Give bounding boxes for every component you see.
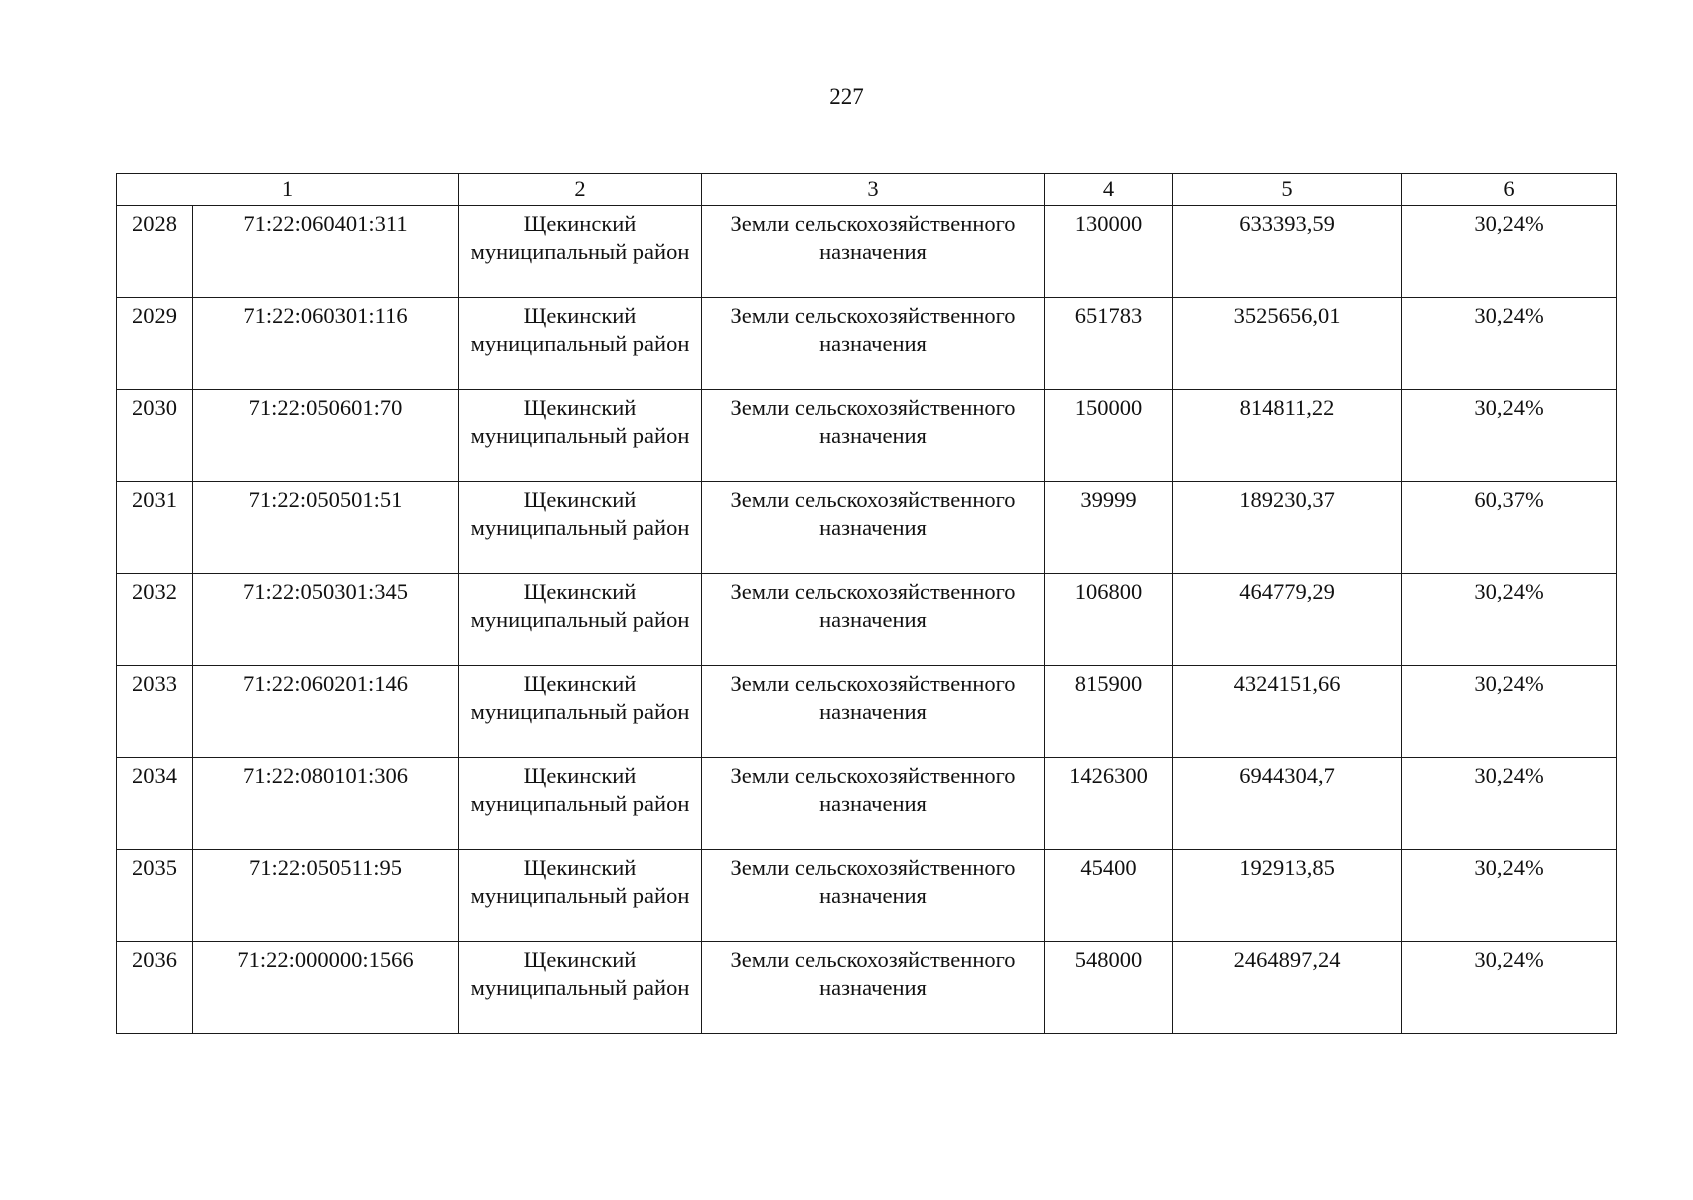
land-category-cell: Земли сельскохозяйственного назначения [702, 206, 1045, 298]
land-category-cell: Земли сельскохозяйственного назначения [702, 390, 1045, 482]
cadastral-number-cell: 71:22:050511:95 [193, 850, 459, 942]
rate-cell: 30,24% [1402, 390, 1617, 482]
cadastral-value-cell: 4324151,66 [1173, 666, 1402, 758]
rate-cell: 30,24% [1402, 850, 1617, 942]
column-number-row [117, 174, 1617, 206]
municipality-cell: Щекинский муниципальный район [459, 666, 702, 758]
row-number-cell: 2034 [117, 758, 193, 850]
table-row [117, 850, 1617, 942]
table-row [117, 390, 1617, 482]
rate-cell: 30,24% [1402, 942, 1617, 1034]
rate-cell: 30,24% [1402, 298, 1617, 390]
land-category-cell: Земли сельскохозяйственного назначения [702, 482, 1045, 574]
cadastral-number-cell: 71:22:050301:345 [193, 574, 459, 666]
municipality-cell: Щекинский муниципальный район [459, 942, 702, 1034]
cadastral-value-cell: 2464897,24 [1173, 942, 1402, 1034]
rate-cell: 30,24% [1402, 206, 1617, 298]
municipality-cell: Щекинский муниципальный район [459, 206, 702, 298]
table-row [117, 298, 1617, 390]
land-registry-table [116, 173, 1617, 1034]
row-number-cell: 2035 [117, 850, 193, 942]
cadastral-value-cell: 814811,22 [1173, 390, 1402, 482]
row-number-cell: 2030 [117, 390, 193, 482]
area-cell: 1426300 [1045, 758, 1173, 850]
area-cell: 815900 [1045, 666, 1173, 758]
area-cell: 150000 [1045, 390, 1173, 482]
municipality-cell: Щекинский муниципальный район [459, 298, 702, 390]
cadastral-number-cell: 71:22:050501:51 [193, 482, 459, 574]
cadastral-value-cell: 464779,29 [1173, 574, 1402, 666]
area-cell: 651783 [1045, 298, 1173, 390]
page-number: 227 [829, 84, 864, 109]
land-category-cell: Земли сельскохозяйственного назначения [702, 666, 1045, 758]
cadastral-value-cell: 633393,59 [1173, 206, 1402, 298]
cadastral-number-cell: 71:22:000000:1566 [193, 942, 459, 1034]
column-number-header: 2 [459, 174, 702, 206]
column-number-header: 6 [1402, 174, 1617, 206]
municipality-cell: Щекинский муниципальный район [459, 574, 702, 666]
area-cell: 548000 [1045, 942, 1173, 1034]
table-row [117, 758, 1617, 850]
rate-cell: 30,24% [1402, 758, 1617, 850]
area-cell: 45400 [1045, 850, 1173, 942]
land-category-cell: Земли сельскохозяйственного назначения [702, 574, 1045, 666]
row-number-cell: 2031 [117, 482, 193, 574]
cadastral-number-cell: 71:22:060401:311 [193, 206, 459, 298]
land-category-cell: Земли сельскохозяйственного назначения [702, 850, 1045, 942]
cadastral-value-cell: 189230,37 [1173, 482, 1402, 574]
cadastral-value-cell: 6944304,7 [1173, 758, 1402, 850]
cadastral-value-cell: 3525656,01 [1173, 298, 1402, 390]
table-row [117, 942, 1617, 1034]
column-number-header: 5 [1173, 174, 1402, 206]
municipality-cell: Щекинский муниципальный район [459, 390, 702, 482]
row-number-cell: 2028 [117, 206, 193, 298]
land-category-cell: Земли сельскохозяйственного назначения [702, 942, 1045, 1034]
municipality-cell: Щекинский муниципальный район [459, 758, 702, 850]
table-row [117, 574, 1617, 666]
column-number-header: 3 [702, 174, 1045, 206]
row-number-cell: 2036 [117, 942, 193, 1034]
area-cell: 106800 [1045, 574, 1173, 666]
land-category-cell: Земли сельскохозяйственного назначения [702, 758, 1045, 850]
table-row [117, 206, 1617, 298]
row-number-cell: 2029 [117, 298, 193, 390]
rate-cell: 60,37% [1402, 482, 1617, 574]
land-category-cell: Земли сельскохозяйственного назначения [702, 298, 1045, 390]
cadastral-value-cell: 192913,85 [1173, 850, 1402, 942]
row-number-cell: 2032 [117, 574, 193, 666]
cadastral-number-cell: 71:22:060301:116 [193, 298, 459, 390]
municipality-cell: Щекинский муниципальный район [459, 482, 702, 574]
area-cell: 39999 [1045, 482, 1173, 574]
table-row [117, 666, 1617, 758]
area-cell: 130000 [1045, 206, 1173, 298]
rate-cell: 30,24% [1402, 666, 1617, 758]
cadastral-number-cell: 71:22:060201:146 [193, 666, 459, 758]
row-number-cell: 2033 [117, 666, 193, 758]
rate-cell: 30,24% [1402, 574, 1617, 666]
municipality-cell: Щекинский муниципальный район [459, 850, 702, 942]
table-row [117, 482, 1617, 574]
column-number-header: 1 [117, 174, 459, 206]
cadastral-number-cell: 71:22:050601:70 [193, 390, 459, 482]
column-number-header: 4 [1045, 174, 1173, 206]
cadastral-number-cell: 71:22:080101:306 [193, 758, 459, 850]
